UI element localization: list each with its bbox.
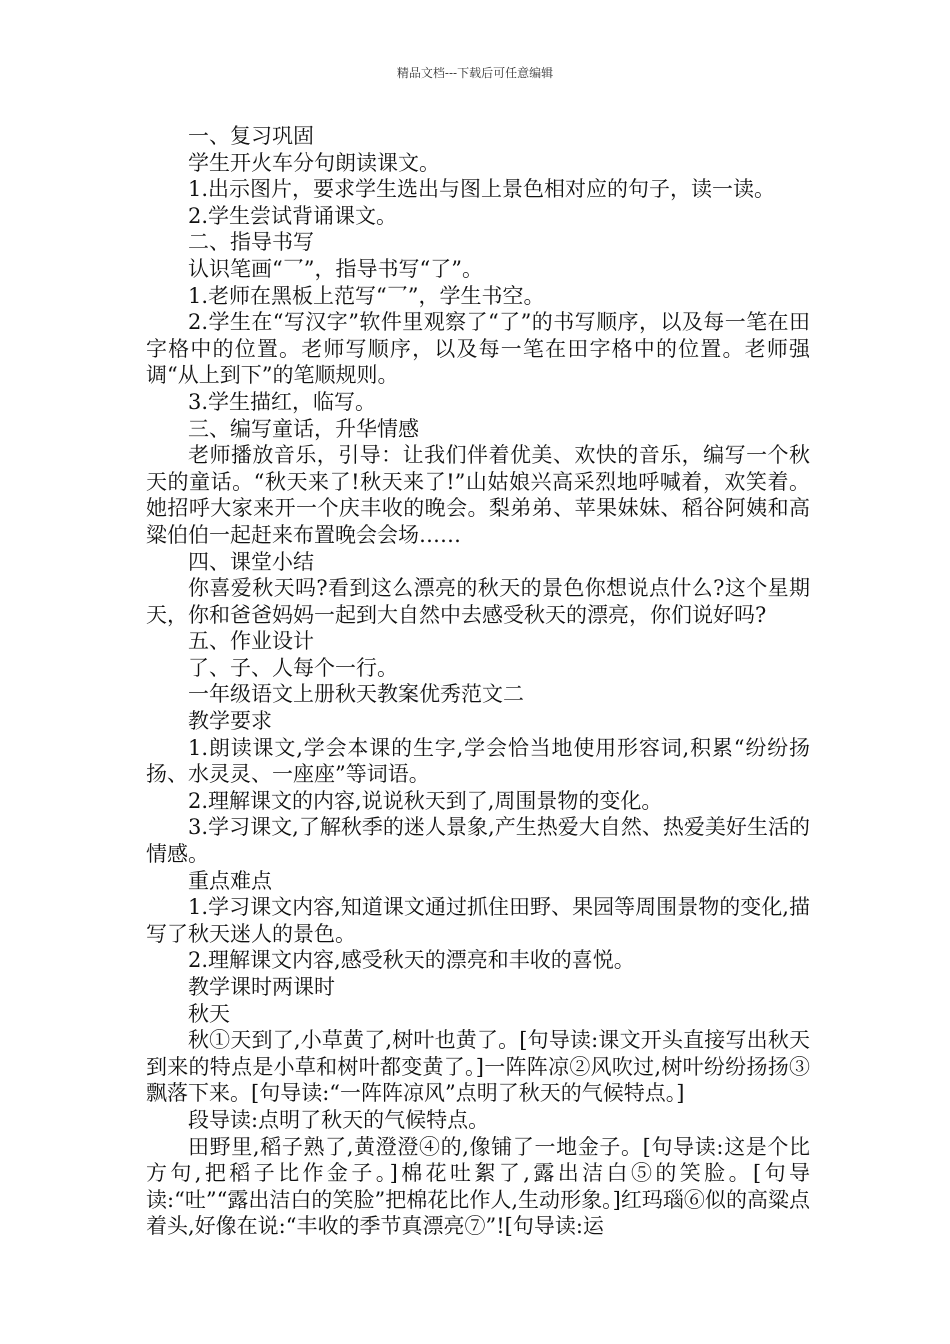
paragraph: 2.理解课文的内容,说说秋天到了,周围景物的变化。 (188, 788, 663, 813)
section-heading-review: 一、复习巩固 (188, 124, 314, 148)
paragraph: 田野里,稻子熟了,黄澄澄④的,像铺了一地金子。[句导读:这是个比方句,把稻子比作金子。]棉花吐絮了,露出洁白⑤的笑脸。[句导读:“吐”“露出洁白的笑脸”把棉花比作人,生动形象。]红玛瑙⑥似的高粱点着头,好像在说:“丰收的季节真漂亮⑦”![句导读:运 (146, 1134, 810, 1239)
paragraph: 3.学生描红，临写。 (188, 389, 377, 414)
paragraph: 1.朗读课文,学会本课的生字,学会恰当地使用形容词,积累“纷纷扬扬、水灵灵、一座座”等词语。 (146, 735, 810, 787)
paragraph: 段导读:点明了秋天的气候特点。 (188, 1107, 490, 1132)
paragraph: 了、子、人每个一行。 (188, 655, 398, 680)
document-subtitle: 一年级语文上册秋天教案优秀范文二 (188, 682, 524, 707)
paragraph: 学生开火车分句朗读课文。 (188, 150, 440, 175)
paragraph: 认识笔画“乛”，指导书写“了”。 (188, 256, 483, 281)
section-heading-homework: 五、作业设计 (188, 629, 314, 654)
paragraph: 2.学生尝试背诵课文。 (188, 203, 398, 228)
paragraph: 你喜爱秋天吗?看到这么漂亮的秋天的景色你想说点什么?这个星期天，你和爸爸妈妈一起到大自然中去感受秋天的漂亮，你们说好吗? (146, 576, 810, 627)
section-heading-summary: 四、课堂小结 (188, 549, 314, 574)
paragraph: 1.学习课文内容,知道课文通过抓住田野、果园等周围景物的变化,描写了秋天迷人的景色。 (146, 895, 810, 946)
paragraph: 老师播放音乐，引导：让我们伴着优美、欢快的音乐，编写一个秋天的童话。“秋天来了!秋天来了!”山姑娘兴高采烈地呼喊着，欢笑着。她招呼大家来开一个庆丰收的晚会。梨弟弟、苹果妹妹、稻谷阿姨和高粱伯伯一起赶来布置晚会会场…… (146, 443, 810, 547)
paragraph: 2.学生在“写汉字”软件里观察了“了”的书写顺序，以及每一笔在田字格中的位置。老师写顺序，以及每一笔在田字格中的位置。老师强调“从上到下”的笔顺规则。 (146, 310, 810, 388)
paragraph: 教学课时两课时 (188, 975, 335, 999)
section-heading-requirements: 教学要求 (188, 709, 272, 734)
section-heading-writing: 二、指导书写 (188, 230, 314, 255)
section-heading-key-points: 重点难点 (188, 868, 272, 893)
paragraph: 1.老师在黑板上范写“乛”，学生书空。 (188, 283, 545, 308)
paragraph: 3.学习课文,了解秋季的迷人景象,产生热爱大自然、热爱美好生活的情感。 (146, 815, 810, 867)
paragraph: 1.出示图片，要求学生选出与图上景色相对应的句子，读一读。 (188, 177, 776, 202)
paragraph: 秋①天到了,小草黄了,树叶也黄了。[句导读:课文开头直接写出秋天到来的特点是小草和树叶都变黄了。]一阵阵凉②风吹过,树叶纷纷扬扬③飘落下来。[句导读:“一阵阵凉风”点明了秋天的气候特点。] (146, 1028, 810, 1106)
lesson-title: 秋天 (188, 1001, 230, 1026)
paragraph: 2.理解课文内容,感受秋天的漂亮和丰收的喜悦。 (188, 948, 635, 973)
section-heading-story: 三、编写童话，升华情感 (188, 416, 419, 441)
document-body (146, 123, 810, 1240)
page-header: 精品文档---下载后可任意编辑 (396, 66, 554, 80)
